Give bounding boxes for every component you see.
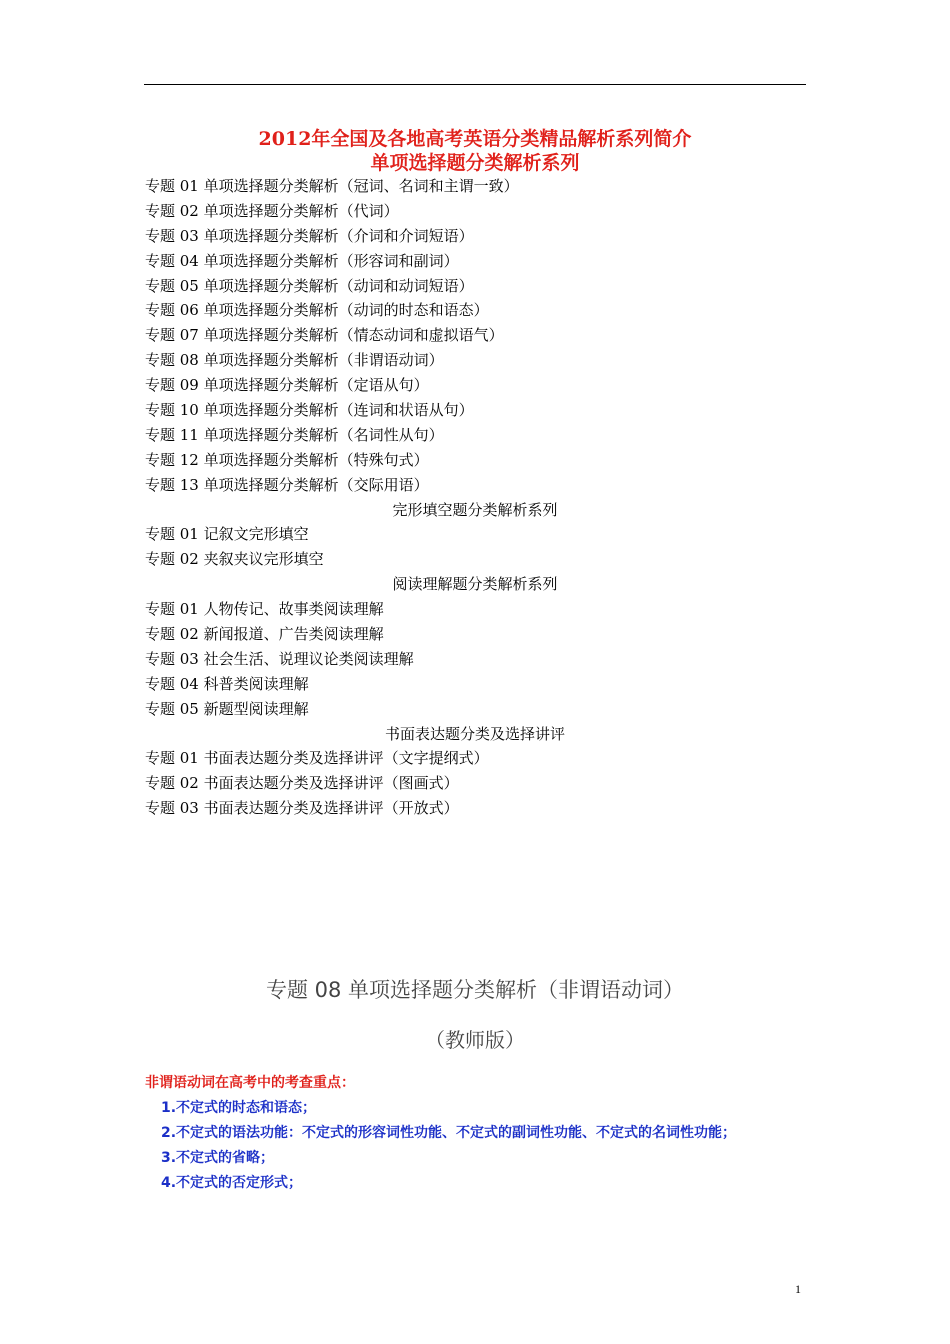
- section-title-single-choice: 单项选择题分类解析系列: [370, 152, 580, 174]
- list-item: 专题 10 单项选择题分类解析（连词和状语从句）: [145, 401, 474, 420]
- list-item: 专题 04 科普类阅读理解: [145, 674, 309, 693]
- key-point-item: 1.不定式的时态和语态；: [161, 1100, 317, 1116]
- list-item: 专题 03 社会生活、说理议论类阅读理解: [145, 649, 414, 668]
- list-item: 专题 02 单项选择题分类解析（代词）: [145, 201, 399, 220]
- topic-heading: 专题 08 单项选择题分类解析（非谓语动词）: [265, 978, 685, 1002]
- section-heading-reading: 阅读理解题分类解析系列: [392, 575, 558, 594]
- list-item: 专题 07 单项选择题分类解析（情态动词和虚拟语气）: [145, 326, 504, 345]
- key-point-item: 3.不定式的省略；: [161, 1150, 275, 1166]
- list-item: 专题 09 单项选择题分类解析（定语从句）: [145, 376, 429, 395]
- series-list: [145, 174, 805, 821]
- key-point-item: 4.不定式的否定形式；: [161, 1175, 303, 1191]
- list-item: 专题 01 书面表达题分类及选择讲评（文字提纲式）: [145, 749, 489, 768]
- list-item: 专题 12 单项选择题分类解析（特殊句式）: [145, 450, 429, 469]
- list-item: 专题 05 新题型阅读理解: [145, 699, 309, 718]
- section-heading-writing: 书面表达题分类及选择讲评: [384, 724, 565, 743]
- list-item: 专题 01 记叙文完形填空: [145, 525, 309, 544]
- list-item: 专题 02 书面表达题分类及选择讲评（图画式）: [145, 774, 459, 793]
- list-item: 专题 06 单项选择题分类解析（动词的时态和语态）: [145, 301, 489, 320]
- list-item: 专题 08 单项选择题分类解析（非谓语动词）: [145, 351, 444, 370]
- list-item: 专题 04 单项选择题分类解析（形容词和副词）: [145, 251, 459, 270]
- list-item: 专题 02 夹叙夹议完形填空: [145, 550, 324, 569]
- list-item: 专题 05 单项选择题分类解析（动词和动词短语）: [145, 276, 474, 295]
- key-point-item: 2.不定式的语法功能：不定式的形容词性功能、不定式的副词性功能、不定式的名词性功能；: [161, 1125, 737, 1141]
- list-item: 专题 03 单项选择题分类解析（介词和介词短语）: [145, 226, 474, 245]
- list-item: 专题 03 书面表达题分类及选择讲评（开放式）: [145, 799, 459, 818]
- header-rule: [144, 84, 806, 85]
- key-points: [145, 1071, 810, 1196]
- list-item: 专题 02 新闻报道、广告类阅读理解: [145, 625, 384, 644]
- section-heading-cloze: 完形填空题分类解析系列: [392, 500, 558, 519]
- list-item: 专题 11 单项选择题分类解析（名词性从句）: [145, 425, 444, 444]
- edition-label: （教师版）: [425, 1028, 525, 1052]
- document-title: 2012年全国及各地高考英语分类精品解析系列简介: [258, 128, 692, 150]
- list-item: 专题 01 人物传记、故事类阅读理解: [145, 600, 384, 619]
- page-number: 1: [795, 1282, 801, 1296]
- list-item: 专题 01 单项选择题分类解析（冠词、名词和主谓一致）: [145, 177, 519, 195]
- list-item: 专题 13 单项选择题分类解析（交际用语）: [145, 475, 429, 494]
- key-points-heading: 非谓语动词在高考中的考查重点：: [145, 1075, 355, 1091]
